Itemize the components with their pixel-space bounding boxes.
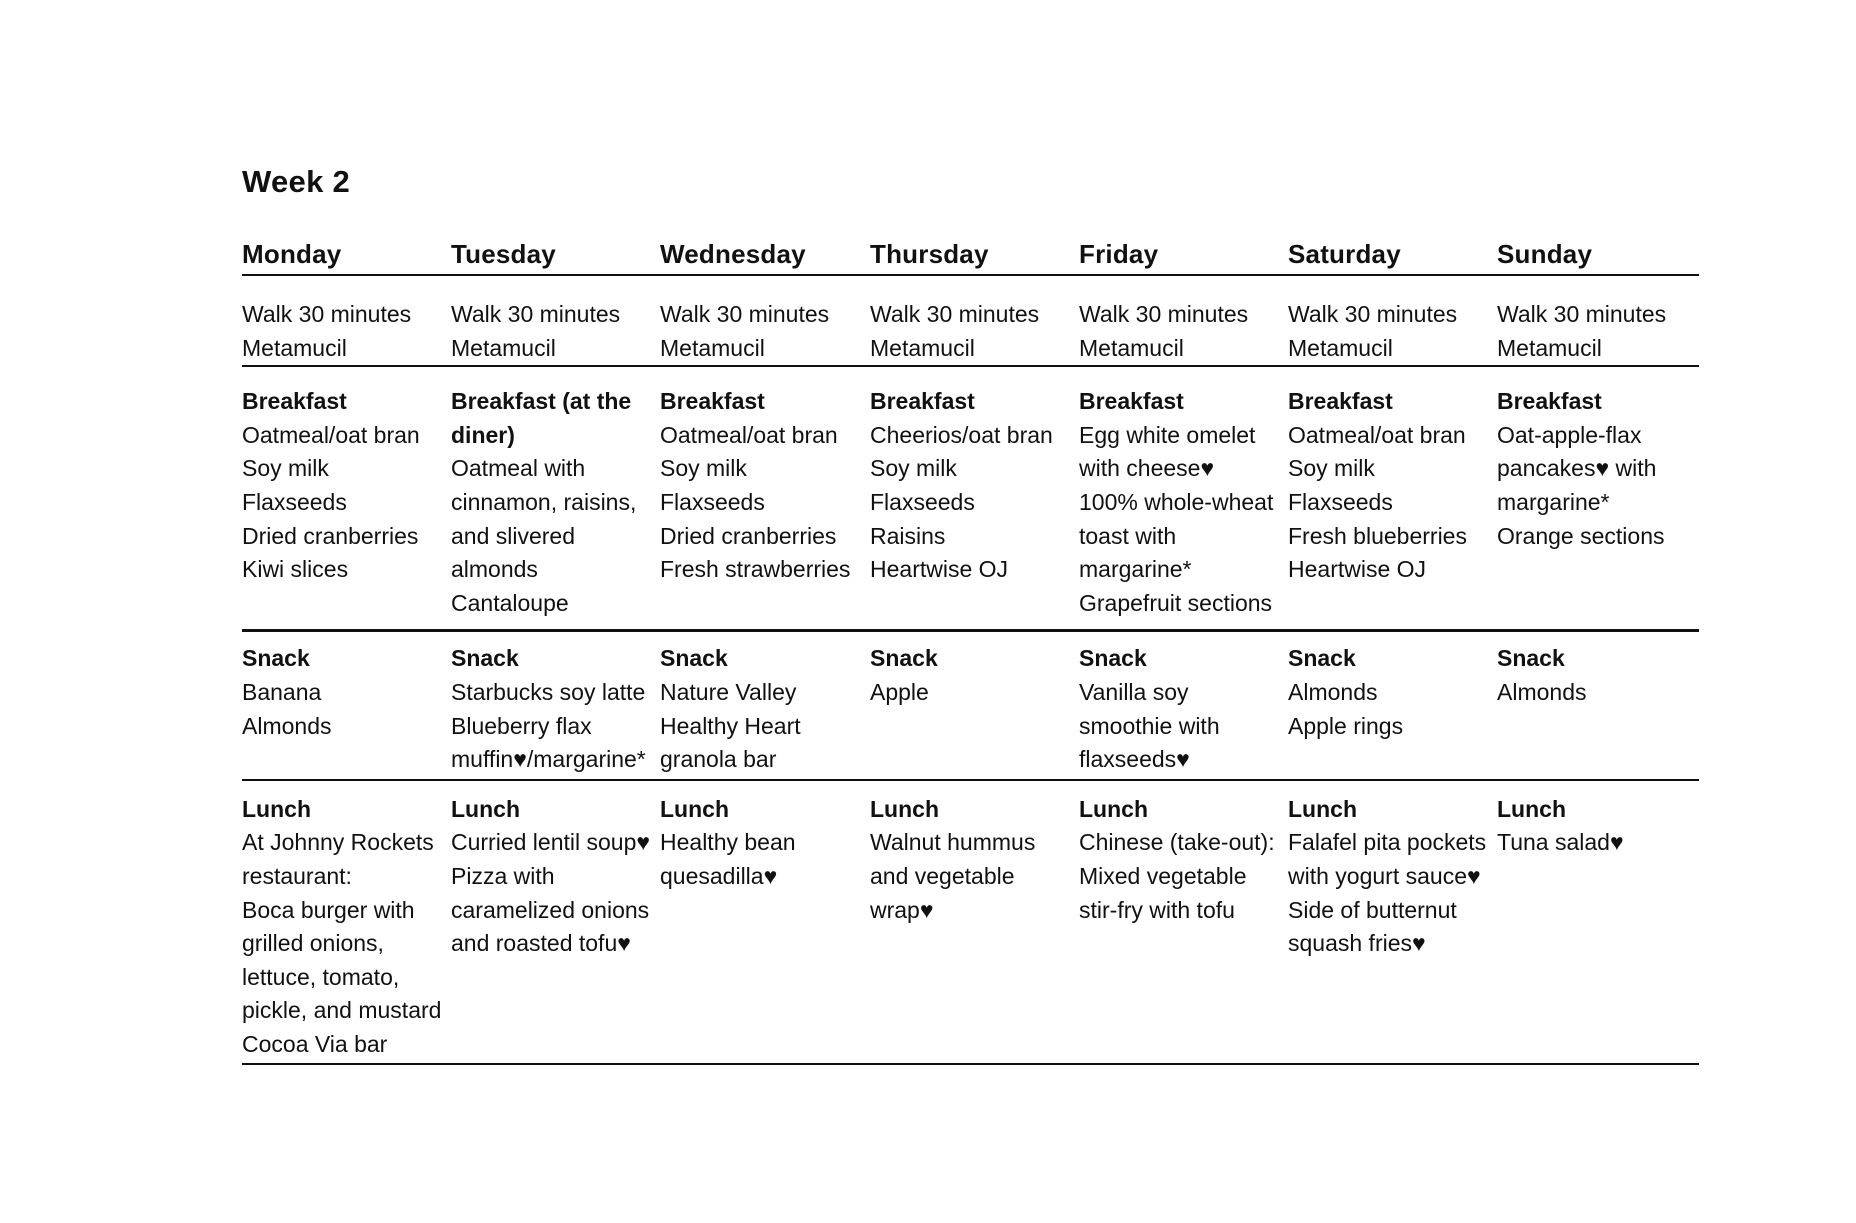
section-row-daily <box>242 276 1699 367</box>
meal-cell-daily-wednesday <box>660 298 870 365</box>
meal-label: Breakfast <box>1288 388 1393 415</box>
meal-cell-daily-sunday <box>1497 298 1699 365</box>
meal-item: Metamucil <box>1079 334 1184 361</box>
meal-label: Snack <box>870 645 938 672</box>
meal-item: Oatmeal with cinnamon, raisins, and slivered almonds <box>451 455 637 583</box>
meal-item: Raisins <box>870 522 946 549</box>
meal-item: Flaxseeds <box>242 488 347 515</box>
meal-item: Walk 30 minutes <box>660 301 830 327</box>
meal-cell-lunch-tuesday <box>451 793 660 1062</box>
meal-item: Blueberry flax muffin♥/margarine* <box>451 712 646 773</box>
meal-item: Metamucil <box>1288 334 1393 361</box>
meal-cell-lunch-thursday <box>870 793 1079 1062</box>
day-header-saturday: Saturday <box>1288 239 1401 269</box>
page-title: Week 2 <box>242 164 351 199</box>
meal-item: Flaxseeds <box>870 488 975 515</box>
meal-label: Snack <box>1497 645 1565 672</box>
meal-item: Nature Valley Healthy Heart granola bar <box>660 678 801 773</box>
day-header-monday: Monday <box>242 239 342 269</box>
meal-label: Lunch <box>660 795 729 822</box>
section-row-snack <box>242 632 1699 780</box>
meal-item: Walnut hummus and vegetable wrap♥ <box>870 829 1036 923</box>
meal-item: Soy milk <box>1288 455 1375 482</box>
meal-cell-snack-thursday <box>870 642 1079 776</box>
meal-item: Dried cranberries <box>660 522 837 549</box>
meal-label: Snack <box>660 645 728 672</box>
meal-item: Soy milk <box>870 455 957 482</box>
meal-label: Lunch <box>1497 795 1566 822</box>
meal-item: Metamucil <box>660 334 765 361</box>
meal-label: Snack <box>1288 645 1356 672</box>
meal-cell-daily-friday <box>1079 298 1288 365</box>
meal-item: Apple <box>870 678 929 705</box>
meal-item: Dried cranberries <box>242 522 419 549</box>
meal-item: Side of butternut squash fries♥ <box>1288 896 1457 957</box>
section-row-lunch <box>242 781 1699 1066</box>
day-header-sunday: Sunday <box>1497 239 1593 269</box>
section-row-breakfast <box>242 367 1699 632</box>
meal-item: Banana <box>242 678 322 705</box>
meal-cell-breakfast-sunday <box>1497 385 1699 620</box>
meal-cell-daily-monday <box>242 298 451 365</box>
meal-item: Metamucil <box>870 334 975 361</box>
meal-item: Healthy bean quesadilla♥ <box>660 829 796 889</box>
meal-label: Breakfast <box>1079 388 1184 415</box>
meal-label: Lunch <box>242 795 311 822</box>
meal-item: Cocoa Via bar <box>242 1030 388 1057</box>
meal-item: Kiwi slices <box>242 556 349 583</box>
meal-item: Starbucks soy latte <box>451 678 646 705</box>
meal-item: Walk 30 minutes <box>1079 301 1249 327</box>
meal-item: Orange sections <box>1497 522 1665 549</box>
meal-cell-snack-sunday <box>1497 642 1699 776</box>
meal-item: Curried lentil soup♥ <box>451 829 651 856</box>
meal-item: Soy milk <box>242 455 329 482</box>
meal-item: Falafel pita pockets with yogurt sauce♥ <box>1288 829 1487 889</box>
meal-cell-snack-monday <box>242 642 451 776</box>
meal-item: Heartwise OJ <box>1288 556 1427 583</box>
meal-cell-lunch-monday <box>242 793 451 1062</box>
meal-cell-lunch-wednesday <box>660 793 870 1062</box>
meal-cell-snack-saturday <box>1288 642 1497 776</box>
meal-item: Soy milk <box>660 455 747 482</box>
meal-item: Chinese (take-out): <box>1079 829 1275 856</box>
meal-item: Mixed vegetable stir-fry with tofu <box>1079 862 1247 923</box>
meal-label: Breakfast <box>1497 388 1602 415</box>
meal-cell-snack-wednesday <box>660 642 870 776</box>
meal-item: Walk 30 minutes <box>242 301 412 327</box>
meal-item: Almonds <box>1497 678 1587 705</box>
meal-item: Almonds <box>1288 678 1378 705</box>
meal-item: Tuna salad♥ <box>1497 829 1624 856</box>
meal-label: Snack <box>451 645 519 672</box>
meal-item: Oatmeal/oat bran <box>242 421 420 448</box>
meal-item: Egg white omelet with cheese♥ <box>1079 421 1256 482</box>
meal-cell-lunch-saturday <box>1288 793 1497 1062</box>
meal-item: Grapefruit sections <box>1079 589 1273 616</box>
meal-item: Walk 30 minutes <box>1497 301 1667 327</box>
meal-item: Metamucil <box>242 334 347 361</box>
meal-item: Metamucil <box>451 334 556 361</box>
meal-cell-snack-friday <box>1079 642 1288 776</box>
meal-item: Walk 30 minutes <box>1288 301 1458 327</box>
meal-item: Flaxseeds <box>1288 488 1393 515</box>
meal-cell-breakfast-friday <box>1079 385 1288 620</box>
meal-cell-breakfast-tuesday <box>451 385 660 620</box>
meal-sections <box>242 276 1699 1065</box>
meal-cell-daily-thursday <box>870 298 1079 365</box>
meal-item: Oatmeal/oat bran <box>660 421 838 448</box>
day-header-friday: Friday <box>1079 239 1159 269</box>
meal-item: Oatmeal/oat bran <box>1288 421 1466 448</box>
day-header-wednesday: Wednesday <box>660 239 806 269</box>
meal-label: Lunch <box>1288 795 1357 822</box>
meal-label: Lunch <box>1079 795 1148 822</box>
meal-item: Walk 30 minutes <box>870 301 1040 327</box>
meal-item: Cantaloupe <box>451 589 569 616</box>
meal-item: Fresh blueberries <box>1288 522 1467 549</box>
meal-cell-snack-tuesday <box>451 642 660 776</box>
day-header-tuesday: Tuesday <box>451 239 556 269</box>
meal-item: Almonds <box>242 712 332 739</box>
meal-item: 100% whole-wheat toast with margarine* <box>1079 488 1274 583</box>
meal-cell-lunch-sunday <box>1497 793 1699 1062</box>
meal-cell-breakfast-wednesday <box>660 385 870 620</box>
meal-label: Lunch <box>451 795 520 822</box>
meal-cell-breakfast-thursday <box>870 385 1079 620</box>
meal-cell-daily-tuesday <box>451 298 660 365</box>
day-header-row <box>242 235 1699 276</box>
meal-label: Lunch <box>870 795 939 822</box>
meal-cell-breakfast-monday <box>242 385 451 620</box>
meal-item: Cheerios/oat bran <box>870 421 1053 448</box>
meal-label: Breakfast <box>660 388 765 415</box>
meal-plan-table <box>242 235 1699 1065</box>
meal-item: Metamucil <box>1497 334 1602 361</box>
meal-item: Vanilla soy smoothie with flaxseeds♥ <box>1079 678 1220 773</box>
meal-item: Apple rings <box>1288 712 1404 739</box>
meal-cell-daily-saturday <box>1288 298 1497 365</box>
meal-item: Walk 30 minutes <box>451 301 621 327</box>
meal-item: Oat-apple-flax pancakes♥ with margarine* <box>1497 421 1657 515</box>
meal-label: Breakfast <box>870 388 975 415</box>
meal-label: Snack <box>1079 645 1147 672</box>
meal-item: Heartwise OJ <box>870 556 1009 583</box>
meal-cell-lunch-friday <box>1079 793 1288 1062</box>
meal-label: Breakfast <box>242 388 347 415</box>
meal-item: Flaxseeds <box>660 488 765 515</box>
meal-item: Fresh strawberries <box>660 556 851 583</box>
meal-item: At Johnny Rockets restaurant: <box>242 829 434 889</box>
meal-cell-breakfast-saturday <box>1288 385 1497 620</box>
day-header-thursday: Thursday <box>870 239 989 269</box>
meal-label: Snack <box>242 645 310 672</box>
meal-item: Boca burger with grilled onions, lettuce, tomato, pickle, and mustard <box>242 896 442 1024</box>
meal-label: Breakfast (at the diner) <box>451 388 632 448</box>
meal-item: Pizza with caramelized onions and roasted tofu♥ <box>451 862 650 957</box>
